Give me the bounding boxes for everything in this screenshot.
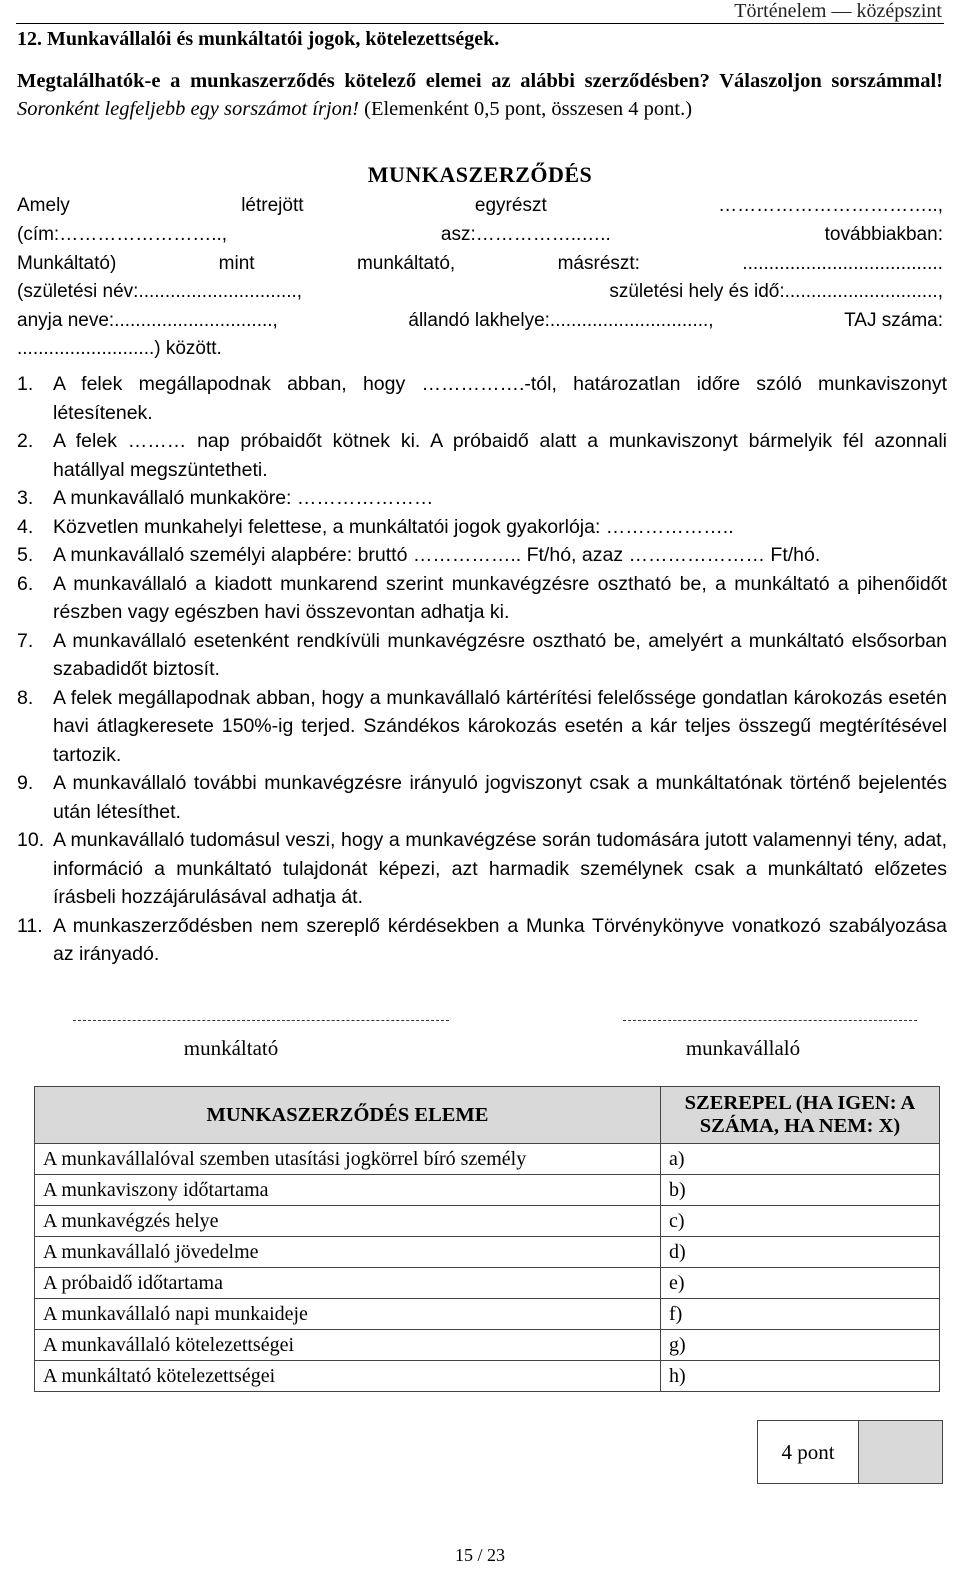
table-row [35,1361,940,1392]
intro-tax-number: asz:……………..….. [440,224,611,245]
element-cell: A munkavállaló napi munkaideje [35,1299,661,1330]
answer-cell[interactable]: c) [661,1206,940,1237]
element-cell: A munkavállaló kötelezettségei [35,1330,661,1361]
intro-word: másrészt: [557,253,640,274]
contract-intro-line [17,336,943,362]
employee-signature-label: munkavállaló [685,1036,801,1060]
clause-text: A felek megállapodnak abban, hogy …………….-tól, határozatlan időre szóló munkaviszonyt létesítenek. [53,373,947,424]
clause-number: 8. [17,686,34,709]
element-cell: A munkavállalóval szemben utasítási jogkörrel bíró személy [35,1144,661,1175]
table-row [35,1330,940,1361]
employer-signature-line [73,1020,449,1021]
clause-text: A munkavállaló esetenként rendkívüli munkavégzésre osztható be, amelyért a munkáltató elsősorban szabadidőt biztosít. [53,629,947,680]
intro-word: mint [218,253,255,274]
clause [17,826,947,912]
answer-cell[interactable]: d) [661,1237,940,1268]
contract-intro-line [17,193,943,219]
contract-intro-line [17,222,943,248]
clause [17,627,947,684]
contract-intro-line [17,251,943,277]
question-text: Megtalálhatók-e a munkaszerződés kötelező elemei az alábbi szerződésben? Válaszoljon sorszámmal! [17,70,943,92]
answer-cell[interactable]: e) [661,1268,940,1299]
clause-number: 9. [17,772,34,794]
column-header-answer: SZEREPEL (HA IGEN: A SZÁMA, HA NEM: X) [661,1087,940,1144]
employee-signature-line [623,1020,917,1021]
task-title: 12. Munkavállalói és munkáltatói jogok, kötelezettségek. [17,28,500,50]
header-rule [16,23,944,24]
clause-text: A felek megállapodnak abban, hogy a munkavállaló kártérítési felelőssége gondatlan károkozás esetén havi átlagkeresete 150%-ig terjed. Szándékos károkozás esetén a kár teljes összegű megtérítésével tartozik. [53,686,947,766]
contract-title: MUNKASZERZŐDÉS [367,162,593,187]
intro-word: egyrészt [474,195,547,216]
clause-text: A felek ……… nap próbaidőt kötnek ki. A próbaidő alatt a munkaviszonyt bármelyik fél azonnali hatállyal megszüntetheti. [53,430,947,481]
contract-intro-line [17,308,943,334]
clause-number: 2. [17,430,34,452]
contract-clauses [17,370,947,969]
intro-blank: …………………………….., [718,195,943,216]
table-row [35,1206,940,1237]
page-number: 15 / 23 [454,1545,505,1565]
clause [17,570,947,627]
clause-text: A munkavállaló munkaköre: ………………… [53,487,434,509]
clause-number: 4. [17,515,34,538]
intro-taj: TAJ száma: [844,310,943,331]
intro-birth-place: születési hely és idő:............................., [609,281,943,302]
clause-text: A munkavállaló személyi alapbére: bruttó …………….. Ft/hó, azaz ………………… Ft/hó. [53,544,821,566]
clause-number: 10. [17,829,45,851]
intro-mother-name: anyja neve:.............................., [17,310,278,331]
clause-text: A munkavállaló tudomásul veszi, hogy a munkavégzése során tudomására jutott valamennyi tény, adat, információ a munkáltató tulajdonát képezi, azt harmadik személynek csak a munkáltató előzetes írásbeli hozzájárulásával adhatja át. [53,829,947,908]
clause-number: 1. [17,373,34,395]
table-row [35,1299,940,1330]
clause [17,912,947,969]
clause-number: 11. [17,914,43,937]
answer-cell[interactable]: g) [661,1330,940,1361]
clause [17,769,947,826]
intro-birth-name: (születési név:.............................., [17,281,303,302]
clause-number: 3. [17,487,34,509]
clause [17,513,947,542]
score-value-field[interactable] [859,1421,942,1483]
clause [17,484,947,513]
table-header-row [35,1087,940,1144]
clause-number: 6. [17,572,34,595]
clause-text: A munkavállaló további munkavégzésre irányuló jogviszonyt csak a munkáltatónak történő bejelentés után létesíthet. [53,772,947,823]
score-label: 4 pont [758,1421,859,1483]
contract-intro-line [17,279,943,305]
column-header-element: MUNKASZERZŐDÉS ELEME [35,1087,661,1144]
intro-word: munkáltató, [356,253,456,274]
clause-text: A munkavállaló a kiadott munkarend szerint munkavégzésre osztható be, a munkáltató a pihenőidőt részben vagy egészben havi összevontan adhatja ki. [53,572,947,623]
answer-cell[interactable]: h) [661,1361,940,1392]
intro-word: Munkáltató) [17,253,117,274]
table-row [35,1175,940,1206]
intro-word: továbbiakban: [824,224,943,245]
intro-word: Amely [17,195,70,216]
employer-signature-label: munkáltató [183,1036,279,1060]
answer-cell[interactable]: b) [661,1175,940,1206]
clause [17,370,947,427]
element-cell: A munkavégzés helye [35,1206,661,1237]
intro-blank: ...................................... [742,253,943,274]
clause-text: Közvetlen munkahelyi felettese, a munkáltatói jogok gyakorlója: ……………….. [53,515,734,538]
clause-number: 7. [17,629,34,652]
intro-address: (cím:…………………….., [17,224,228,245]
table-row [35,1237,940,1268]
element-cell: A munkavállaló jövedelme [35,1237,661,1268]
score-box [757,1420,943,1484]
element-cell: A próbaidő időtartama [35,1268,661,1299]
table-row [35,1144,940,1175]
clause-number: 5. [17,544,34,566]
points-note: (Elemenként 0,5 pont, összesen 4 pont.) [364,98,693,120]
clause [17,684,947,770]
clause-text: A munkaszerződésben nem szereplő kérdésekben a Munka Törvénykönyve vonatkozó szabályozása az irányadó. [53,914,947,965]
element-cell: A munkáltató kötelezettségei [35,1361,661,1392]
intro-residence: állandó lakhelye:.............................., [408,310,714,331]
answer-cell[interactable]: f) [661,1299,940,1330]
intro-word: létrejött [241,195,304,216]
clause [17,427,947,484]
clause [17,541,947,570]
answer-cell[interactable]: a) [661,1144,940,1175]
element-cell: A munkaviszony időtartama [35,1175,661,1206]
contract-elements-table [34,1086,940,1392]
page-header-subject: Történelem — középszint [734,0,942,22]
question-hint: Soronként legfeljebb egy sorszámot írjon! [17,98,359,120]
intro-between: ..........................) között. [17,338,222,359]
table-row [35,1268,940,1299]
task-instructions [17,67,943,123]
